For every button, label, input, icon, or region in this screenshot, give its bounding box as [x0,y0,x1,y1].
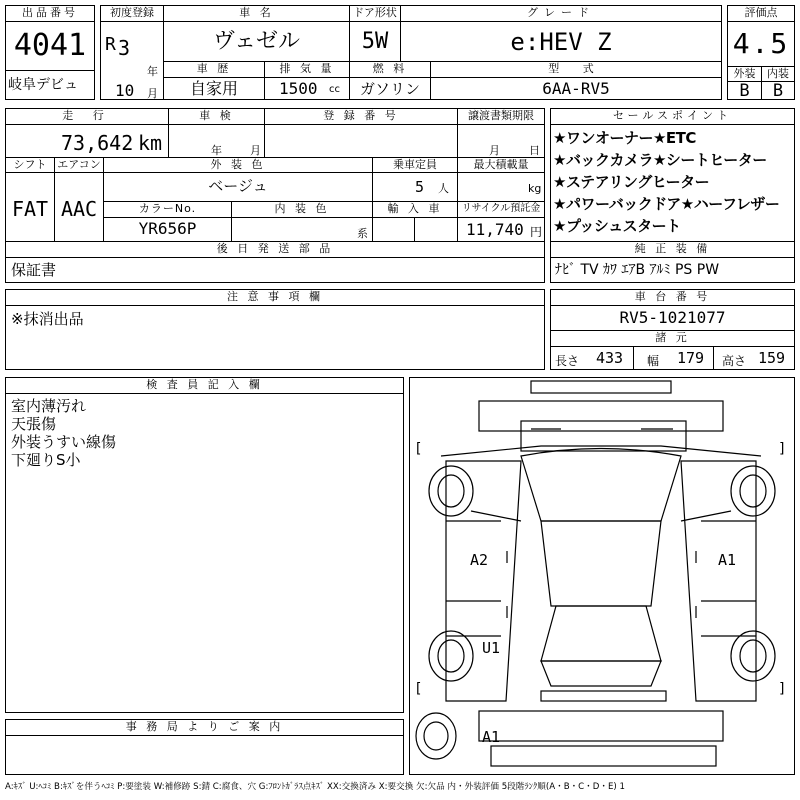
score-box [727,5,795,100]
door-label: ドア形状 [353,6,397,19]
score-label: 評価点 [744,6,778,19]
reg-no-label: 登 録 番 号 [323,109,399,122]
width-label: 幅 [647,354,660,368]
inspector-label: 検 査 員 記 入 欄 [146,378,263,391]
displacement-unit: cc [329,84,340,95]
notes-box [5,289,545,370]
lot-number-box [5,5,95,100]
length-label: 長さ [555,354,580,368]
month-unit: 月 [147,87,158,100]
capacity-label: 乗車定員 [393,158,437,171]
notes-value: ※抹消出品 [11,310,84,328]
history-label: 車 歴 [196,62,232,75]
office-label: 事 務 局 よ り ご 案 内 [125,720,284,733]
bracket-right-rear: ] [778,681,787,697]
fuel-value: ガソリン [359,80,420,98]
lot-number-label: 出品番号 [22,6,78,19]
info-grid [5,108,545,283]
score-value: 4.5 [732,27,790,60]
inspector-line: 外装うすい線傷 [11,433,117,451]
capacity-value: 5 [415,178,425,196]
mark-spare: A1 [482,728,501,746]
inspector-lines [11,395,401,471]
int-color-unit: 系 [357,227,368,240]
header-main [100,5,722,100]
door-value: 5W [361,29,389,54]
mark-left-rear-wheel: U1 [482,639,501,657]
recycle-label: リサイクル預託金 [461,203,541,214]
car-diagram-box [409,377,795,775]
max-load-label: 最大積載量 [473,158,529,171]
month-value: 10 [115,82,135,100]
notes-label: 注 意 事 項 欄 [227,290,323,303]
interior-grade: B [772,82,784,100]
model-code-label: 型 式 [548,62,604,75]
shift-value: FAT [11,197,49,221]
auction-site: 岐阜デビュ [8,77,78,93]
color-no-value: YR656P [138,220,197,238]
sales-points-box [550,108,795,283]
equipment-value: ﾅﾋﾞ TV ｶﾜ ｴｱB ｱﾙﾐ PS PW [555,262,720,278]
history-value: 自家用 [189,79,238,98]
aircon-value: AAC [60,197,98,221]
import-label: 輸 入 車 [387,202,443,215]
recycle-value: 11,740 [466,221,524,239]
lot-number: 4041 [13,28,87,63]
shift-label: シフト [13,158,47,171]
inspector-line: 室内薄汚れ [11,397,87,415]
aircon-label: エアコン [57,158,101,171]
fuel-label: 燃 料 [372,62,408,75]
sales-point-item: ★プッシュスタート [553,217,681,235]
exterior-grade: B [739,82,750,100]
grade-value: e:HEV Z [510,28,612,56]
year-value: 3 [118,37,131,59]
car-name: ヴェゼル [212,29,301,54]
chassis-label: 車 台 番 号 [634,290,711,303]
recycle-unit: 円 [530,225,543,239]
model-code-value: 6AA-RV5 [542,80,610,98]
color-no-label: カラーNo. [138,202,197,215]
interior-grade-label: 内装 [767,67,789,80]
bracket-right-front: ] [778,441,787,457]
int-color-label: 内 装 色 [274,202,330,215]
sales-points-list [553,127,796,237]
sales-points-label: セールスポイント [612,109,732,122]
chassis-box [550,289,795,370]
era: R [105,34,116,55]
ext-color-label: 外 装 色 [210,158,266,171]
inspector-box [5,377,404,713]
transfer-month-unit: 月 [489,144,500,157]
exterior-grade-label: 外装 [733,67,756,80]
inspection-year-unit: 年 [211,144,222,157]
sales-point-item: ★パワーバックドア★ハーフレザー [553,195,780,213]
sales-point-item: ★バックカメラ★シートヒーター [553,151,767,169]
transfer-deadline-label: 譲渡書類期限 [468,109,534,122]
mileage-value: 73,642 [61,131,134,155]
later-parts-value: 保証書 [11,261,57,279]
legend: A:ｷｽﾞ U:ﾍｺﾐ B:ｷｽﾞを伴うﾍｺﾐ P:要塗装 W:補修跡 S:錆 C:腐食、穴 G:ﾌﾛﾝﾄｶﾞﾗｽ点ｷｽﾞ XX:交換済み X:要交換 欠:欠品 内・外装評価 5段階ﾗﾝｸ順(A・B・C・D・E) 1 [5,782,625,792]
inspection-label: 車 検 [199,109,234,122]
sales-point-item: ★ステアリングヒーター [553,173,710,191]
first-reg-label: 初度登録 [110,6,154,19]
equipment-label: 純 正 装 備 [634,242,711,255]
car-name-label: 車 名 [239,6,274,19]
year-unit: 年 [147,65,158,78]
length-value: 433 [596,349,624,367]
mark-left-door: A2 [470,551,489,569]
office-box [5,719,404,775]
max-load-unit: kg [528,182,542,195]
height-label: 高さ [722,354,747,368]
mark-right-door: A1 [718,551,737,569]
bracket-left-front: [ [414,441,423,457]
inspector-line: 天張傷 [11,415,57,433]
capacity-unit: 人 [438,182,449,195]
displacement-label: 排 気 量 [279,62,335,75]
inspection-month-unit: 月 [250,144,261,157]
car-diagram [410,378,794,774]
sales-point-item: ★ワンオーナー★ETC [553,129,696,147]
transfer-day-unit: 日 [529,144,540,157]
displacement-value: 1500 [279,80,318,98]
height-value: 159 [758,349,786,367]
width-value: 179 [677,349,705,367]
later-parts-label: 後 日 発 送 部 品 [216,242,334,255]
mileage-unit: km [138,131,163,155]
mileage-label: 走 行 [62,109,112,122]
chassis-value: RV5-1021077 [619,308,726,327]
inspector-line: 下廻りS小 [11,451,81,469]
ext-color-value: ベージュ [208,177,268,195]
dims-label: 諸 元 [655,331,690,344]
bracket-left-rear: [ [414,681,423,697]
grade-label: グレード [527,6,595,19]
